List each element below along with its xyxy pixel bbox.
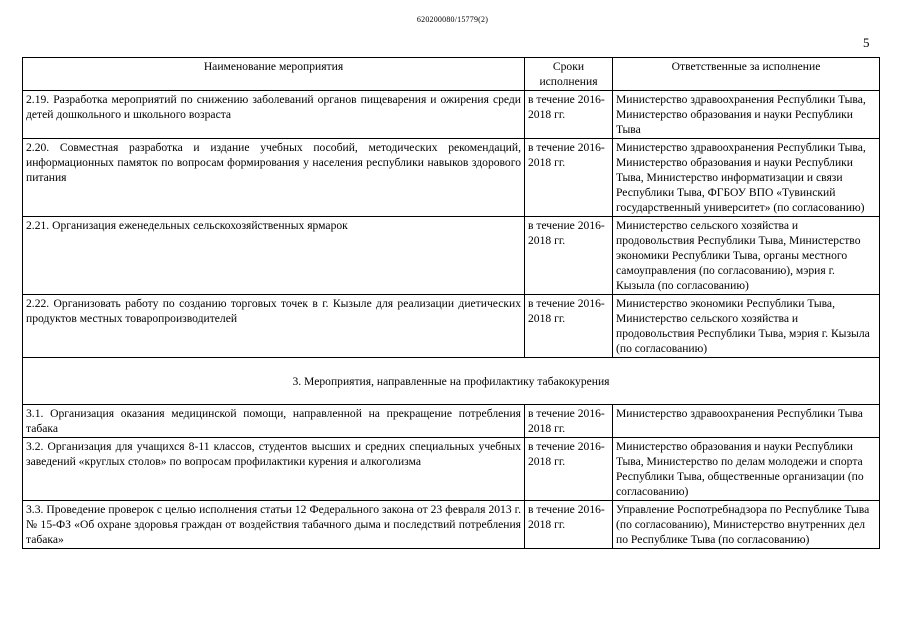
row-responsible: Управление Роспотребнадзора по Республике Тыва (по согласованию), Министерство внутренних дел по Республике Тыва (по согласованию) xyxy=(613,501,880,549)
section-title: 3. Мероприятия, направленные на профилактику табакокурения xyxy=(23,358,880,405)
row-event-name: 3.2. Организация для учащихся 8-11 классов, студентов высших и средних специальных учебных заведений «круглых столов» по вопросам профилактики курения и алкоголизма xyxy=(23,438,525,501)
table-row xyxy=(23,501,880,549)
row-responsible: Министерство здравоохранения Республики Тыва, Министерство образования и науки Республики Тыва xyxy=(613,91,880,139)
row-terms: в течение 2016-2018 гг. xyxy=(525,501,613,549)
header-responsible: Ответственные за исполнение xyxy=(613,58,880,91)
row-event-name: 2.22. Организовать работу по созданию торговых точек в г. Кызыле для реализации диетических продуктов местных товаропроизводителей xyxy=(23,295,525,358)
table-row xyxy=(23,295,880,358)
document-id: 620200080/15779(2) xyxy=(416,15,489,24)
table-header-row xyxy=(23,58,880,91)
table-row xyxy=(23,139,880,217)
row-responsible: Министерство здравоохранения Республики Тыва xyxy=(613,405,880,438)
table-row xyxy=(23,91,880,139)
row-event-name: 3.3. Проведение проверок с целью исполнения статьи 12 Федерального закона от 23 февраля 2013 г. № 15-ФЗ «Об охране здоровья граждан от воздействия табачного дыма и последствий потребления табака» xyxy=(23,501,525,549)
row-event-name: 3.1. Организация оказания медицинской помощи, направленной на прекращение потребления табака xyxy=(23,405,525,438)
events-table xyxy=(22,57,880,549)
row-responsible: Министерство экономики Республики Тыва, Министерство сельского хозяйства и продовольствия Республики Тыва, мэрия г. Кызыла (по согласованию) xyxy=(613,295,880,358)
row-event-name: 2.19. Разработка мероприятий по снижению заболеваний органов пищеварения и ожирения среди детей дошкольного и школьного возраста xyxy=(23,91,525,139)
header-name: Наименование мероприятия xyxy=(23,58,525,91)
row-terms: в течение 2016-2018 гг. xyxy=(525,295,613,358)
row-event-name: 2.21. Организация еженедельных сельскохозяйственных ярмарок xyxy=(23,217,525,295)
header-terms: Сроки исполнения xyxy=(525,58,613,91)
table-row xyxy=(23,405,880,438)
row-responsible: Министерство здравоохранения Республики Тыва, Министерство образования и науки Республики Тыва, Министерство информатизации и связи Республики Тыва, ФГБОУ ВПО «Тувинский государственный университет» (по согласованию) xyxy=(613,139,880,217)
table-row xyxy=(23,438,880,501)
row-terms: в течение 2016-2018 гг. xyxy=(525,405,613,438)
row-responsible: Министерство сельского хозяйства и продовольствия Республики Тыва, Министерство экономики Республики Тыва, органы местного самоуправления (по согласованию), мэрия г. Кызыла (по согласованию) xyxy=(613,217,880,295)
row-responsible: Министерство образования и науки Республики Тыва, Министерство по делам молодежи и спорта Республики Тыва, общественные организации (по согласованию) xyxy=(613,438,880,501)
row-terms: в течение 2016-2018 гг. xyxy=(525,438,613,501)
table-row xyxy=(23,217,880,295)
row-terms: в течение 2016-2018 гг. xyxy=(525,139,613,217)
page-number: 5 xyxy=(863,35,870,50)
section-row xyxy=(23,358,880,405)
row-terms: в течение 2016-2018 гг. xyxy=(525,217,613,295)
row-terms: в течение 2016-2018 гг. xyxy=(525,91,613,139)
row-event-name: 2.20. Совместная разработка и издание учебных пособий, методических рекомендаций, информационных памяток по вопросам формирования у населения республики навыков здорового питания xyxy=(23,139,525,217)
